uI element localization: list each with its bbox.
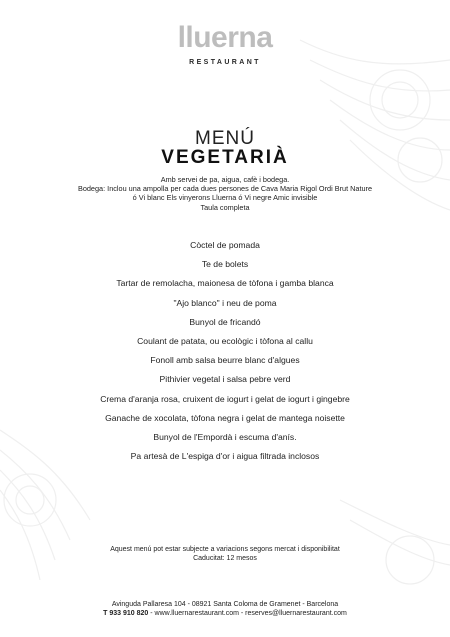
dish-item: Fonoll amb salsa beurre blanc d'algues xyxy=(150,355,300,366)
menu-note-line: Caducitat: 12 mesos xyxy=(193,555,257,562)
footer-contact xyxy=(0,609,450,618)
dish-item: Còctel de pomada xyxy=(190,240,260,250)
footer xyxy=(0,600,450,618)
menu-note-line: Aquest menú pot estar subjecte a variacions segons mercat i disponibilitat xyxy=(110,546,340,553)
menu-info-line: ó Vi blanc Els vinyerons Lluerna ó Vi negre Amic invisible xyxy=(132,193,318,203)
dish-item: Ganache de xocolata, tòfona negra i gelat de mantega noisette xyxy=(105,412,345,423)
dish-item: Tartar de remolacha, maionesa de tòfona i gamba blanca xyxy=(116,278,334,289)
restaurant-logo-subtitle: RESTAURANT xyxy=(189,59,261,66)
menu-note xyxy=(0,545,450,563)
menu-info-line: Taula completa xyxy=(200,202,250,212)
dish-item: Pithivier vegetal i salsa pebre verd xyxy=(159,374,291,385)
menu-title-line1: MENÚ xyxy=(195,128,255,149)
menu-info-line: Bodega: Inclou una ampolla per cada dues persones de Cava Maria Rigol Ordi Brut Nature xyxy=(77,184,373,194)
menu-info-line: Amb servei de pa, aigua, cafè i bodega. xyxy=(160,175,290,184)
dish-item: "Ajo blanco" i neu de poma xyxy=(173,297,277,308)
dish-item: Te de bolets xyxy=(201,259,249,270)
dish-item: Bunyol de fricandó xyxy=(189,316,261,327)
dish-item: Bunyol de l'Empordà i escuma d'anís. xyxy=(153,432,297,443)
footer-phone: T 933 910 820 xyxy=(103,610,149,617)
dish-list xyxy=(0,236,450,466)
menu-title-line2: VEGETARIÀ xyxy=(161,147,289,168)
dish-item: Crema d'aranja rosa, cruixent de iogurt i gelat de iogurt i gingebre xyxy=(100,393,350,404)
footer-web-email: - www.lluernarestaurant.com - reserves@lluernarestaurant.com xyxy=(148,610,347,617)
menu-info xyxy=(0,175,450,212)
footer-address: Avinguda Pallaresa 104 - 08921 Santa Coloma de Gramenet - Barcelona xyxy=(111,601,339,608)
dish-item: Pa artesà de L'espiga d'or i aigua filtrada inclosos xyxy=(130,451,320,462)
dish-item: Coulant de patata, ou ecològic i tòfona al callu xyxy=(137,336,313,347)
restaurant-logo: lluerna xyxy=(177,21,273,54)
